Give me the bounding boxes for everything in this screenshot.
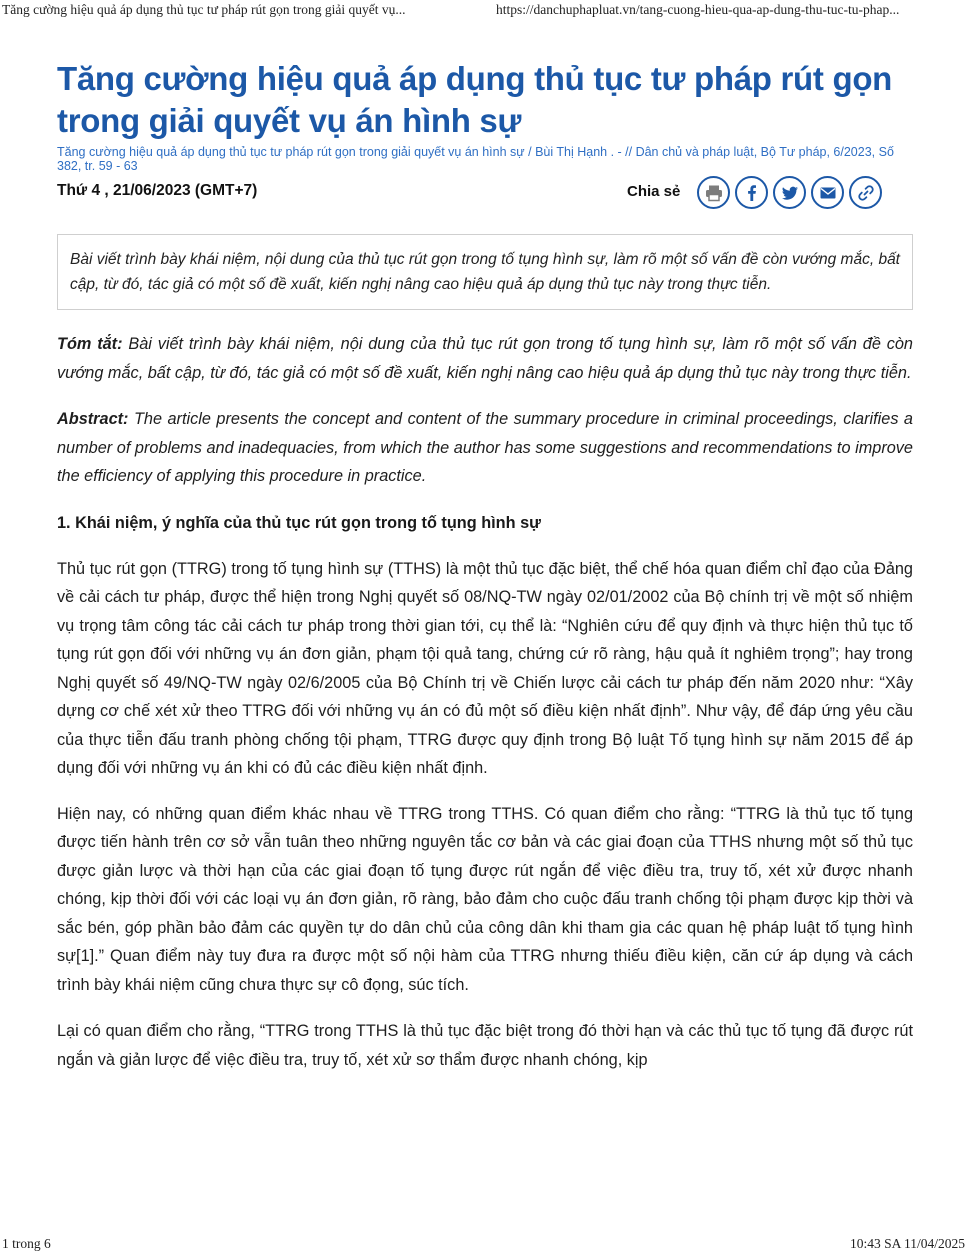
- print-icon[interactable]: [697, 176, 730, 209]
- share-icons: [697, 176, 882, 209]
- article-title: Tăng cường hiệu quả áp dụng thủ tục tư pháp rút gọn trong giải quyết vụ án hình sự: [57, 60, 893, 139]
- print-header-title: Tăng cường hiệu quả áp dụng thủ tục tư pháp rút gọn trong giải quyết vụ...: [2, 2, 406, 17]
- section-heading-1: 1. Khái niệm, ý nghĩa của thủ tục rút gọn trong tố tụng hình sự: [57, 513, 541, 532]
- print-header: [0, 2, 969, 20]
- publish-date: Thứ 4 , 21/06/2023 (GMT+7): [57, 182, 258, 199]
- print-header-url: https://danchuphapluat.vn/tang-cuong-hieu-qua-ap-dung-thu-tuc-tu-phap...: [496, 2, 900, 17]
- twitter-icon[interactable]: [773, 176, 806, 209]
- body-paragraph-2: Hiện nay, có những quan điểm khác nhau về TTRG trong TTHS. Có quan điểm cho rằng: “TTRG là thủ tục tố tụng được tiến hành trên cơ sở vẫn tuân theo những nguyên tắc cơ bản và các giai đoạn của TTHS nhưng một số thủ tục được giản lược và thời hạn của các giai đoạn tố tụng được rút ngắn để việc điều tra, truy tố, xét xử được nhanh chóng, kịp thời đối với các loại vụ án đơn giản, rõ ràng, bảo đảm cho cuộc đấu tranh chống tội phạm được kịp thời và sắc bén, góp phần bảo đảm các quyền tự do dân chủ của công dân khi tham gia các quan hệ pháp luật tố tụng hình sự[1].” Quan điểm này tuy đưa ra được một số nội hàm của TTRG nhưng thiếu điều kiện, căn cứ áp dụng và cách trình bày khái niệm cũng chưa thực sự cô đọng, súc tích.: [57, 804, 913, 994]
- print-footer: [0, 1236, 969, 1254]
- article: [57, 58, 913, 1074]
- abstract-label: Abstract:: [57, 410, 129, 428]
- body-paragraph-3: Lại có quan điểm cho rằng, “TTRG trong TTHS là thủ tục đặc biệt trong đó thời hạn và các thủ tục tố tụng đã được rút ngắn và giản lược để việc điều tra, truy tố, xét xử sơ thẩm được nhanh chóng, kịp: [57, 1022, 913, 1069]
- sapo-box: Bài viết trình bày khái niệm, nội dung của thủ tục rút gọn trong tố tụng hình sự, làm rõ một số vấn đề còn vướng mắc, bất cập, từ đó, tác giả có một số đề xuất, kiến nghị nâng cao hiệu quả áp dụng thủ tục này trong thực tiễn.: [57, 234, 913, 310]
- abstract-text: The article presents the concept and content of the summary procedure in criminal proceedings, clarifies a number of problems and inadequacies, from which the author has some suggestions and recommendations to improve the efficiency of applying this procedure in practice.: [57, 410, 913, 485]
- facebook-icon[interactable]: [735, 176, 768, 209]
- summary-paragraph: [57, 330, 913, 387]
- share-label: Chia sẻ: [627, 183, 681, 200]
- copy-link-icon[interactable]: [849, 176, 882, 209]
- summary-text: Bài viết trình bày khái niệm, nội dung của thủ tục rút gọn trong tố tụng hình sự, làm rõ một số vấn đề còn vướng mắc, bất cập, từ đó, tác giả có một số đề xuất, kiến nghị nâng cao hiệu quả áp dụng thủ tục này trong thực tiễn.: [57, 335, 913, 382]
- meta-row: [57, 176, 913, 216]
- page-number: 1 trong 6: [2, 1236, 51, 1251]
- abstract-paragraph: [57, 405, 913, 491]
- body-paragraph-1: Thủ tục rút gọn (TTRG) trong tố tụng hình sự (TTHS) là một thủ tục đặc biệt, thể chế hóa quan điểm chỉ đạo của Đảng về cải cách tư pháp, được thể hiện trong Nghị quyết số 08/NQ-TW ngày 02/01/2002 của Bộ chính trị về một số nhiệm vụ trọng tâm công tác cải cách tư pháp trong thời gian tới, cụ thể là: “Nghiên cứu để quy định và thực hiện thủ tục tố tụng rút gọn đối với những vụ án đơn giản, phạm tội quả tang, chứng cứ rõ ràng, hậu quả ít nghiêm trọng”; hay trong Nghị quyết số 49/NQ-TW ngày 02/6/2005 của Bộ Chính trị về Chiến lược cải cách tư pháp đến năm 2020 như: “Xây dựng cơ chế xét xử theo TTRG đối với những vụ án có đủ một số điều kiện nhất định”. Như vậy, để đáp ứng yêu cầu của thực tiễn đấu tranh phòng chống tội phạm, TTRG được quy định trong Bộ luật Tố tụng hình sự năm 2015 để áp dụng đối với những vụ án khi có đủ các điều kiện nhất định.: [57, 559, 913, 777]
- summary-label: Tóm tắt:: [57, 335, 123, 353]
- citation-link[interactable]: Tăng cường hiệu quả áp dụng thủ tục tư pháp rút gọn trong giải quyết vụ án hình sự / Bùi Thị Hạnh . - // Dân chủ và pháp luật, Bộ Tư pháp, 6/2023, Số 382, tr. 59 - 63: [57, 145, 894, 173]
- print-timestamp: 10:43 SA 11/04/2025: [849, 1236, 965, 1251]
- email-icon[interactable]: [811, 176, 844, 209]
